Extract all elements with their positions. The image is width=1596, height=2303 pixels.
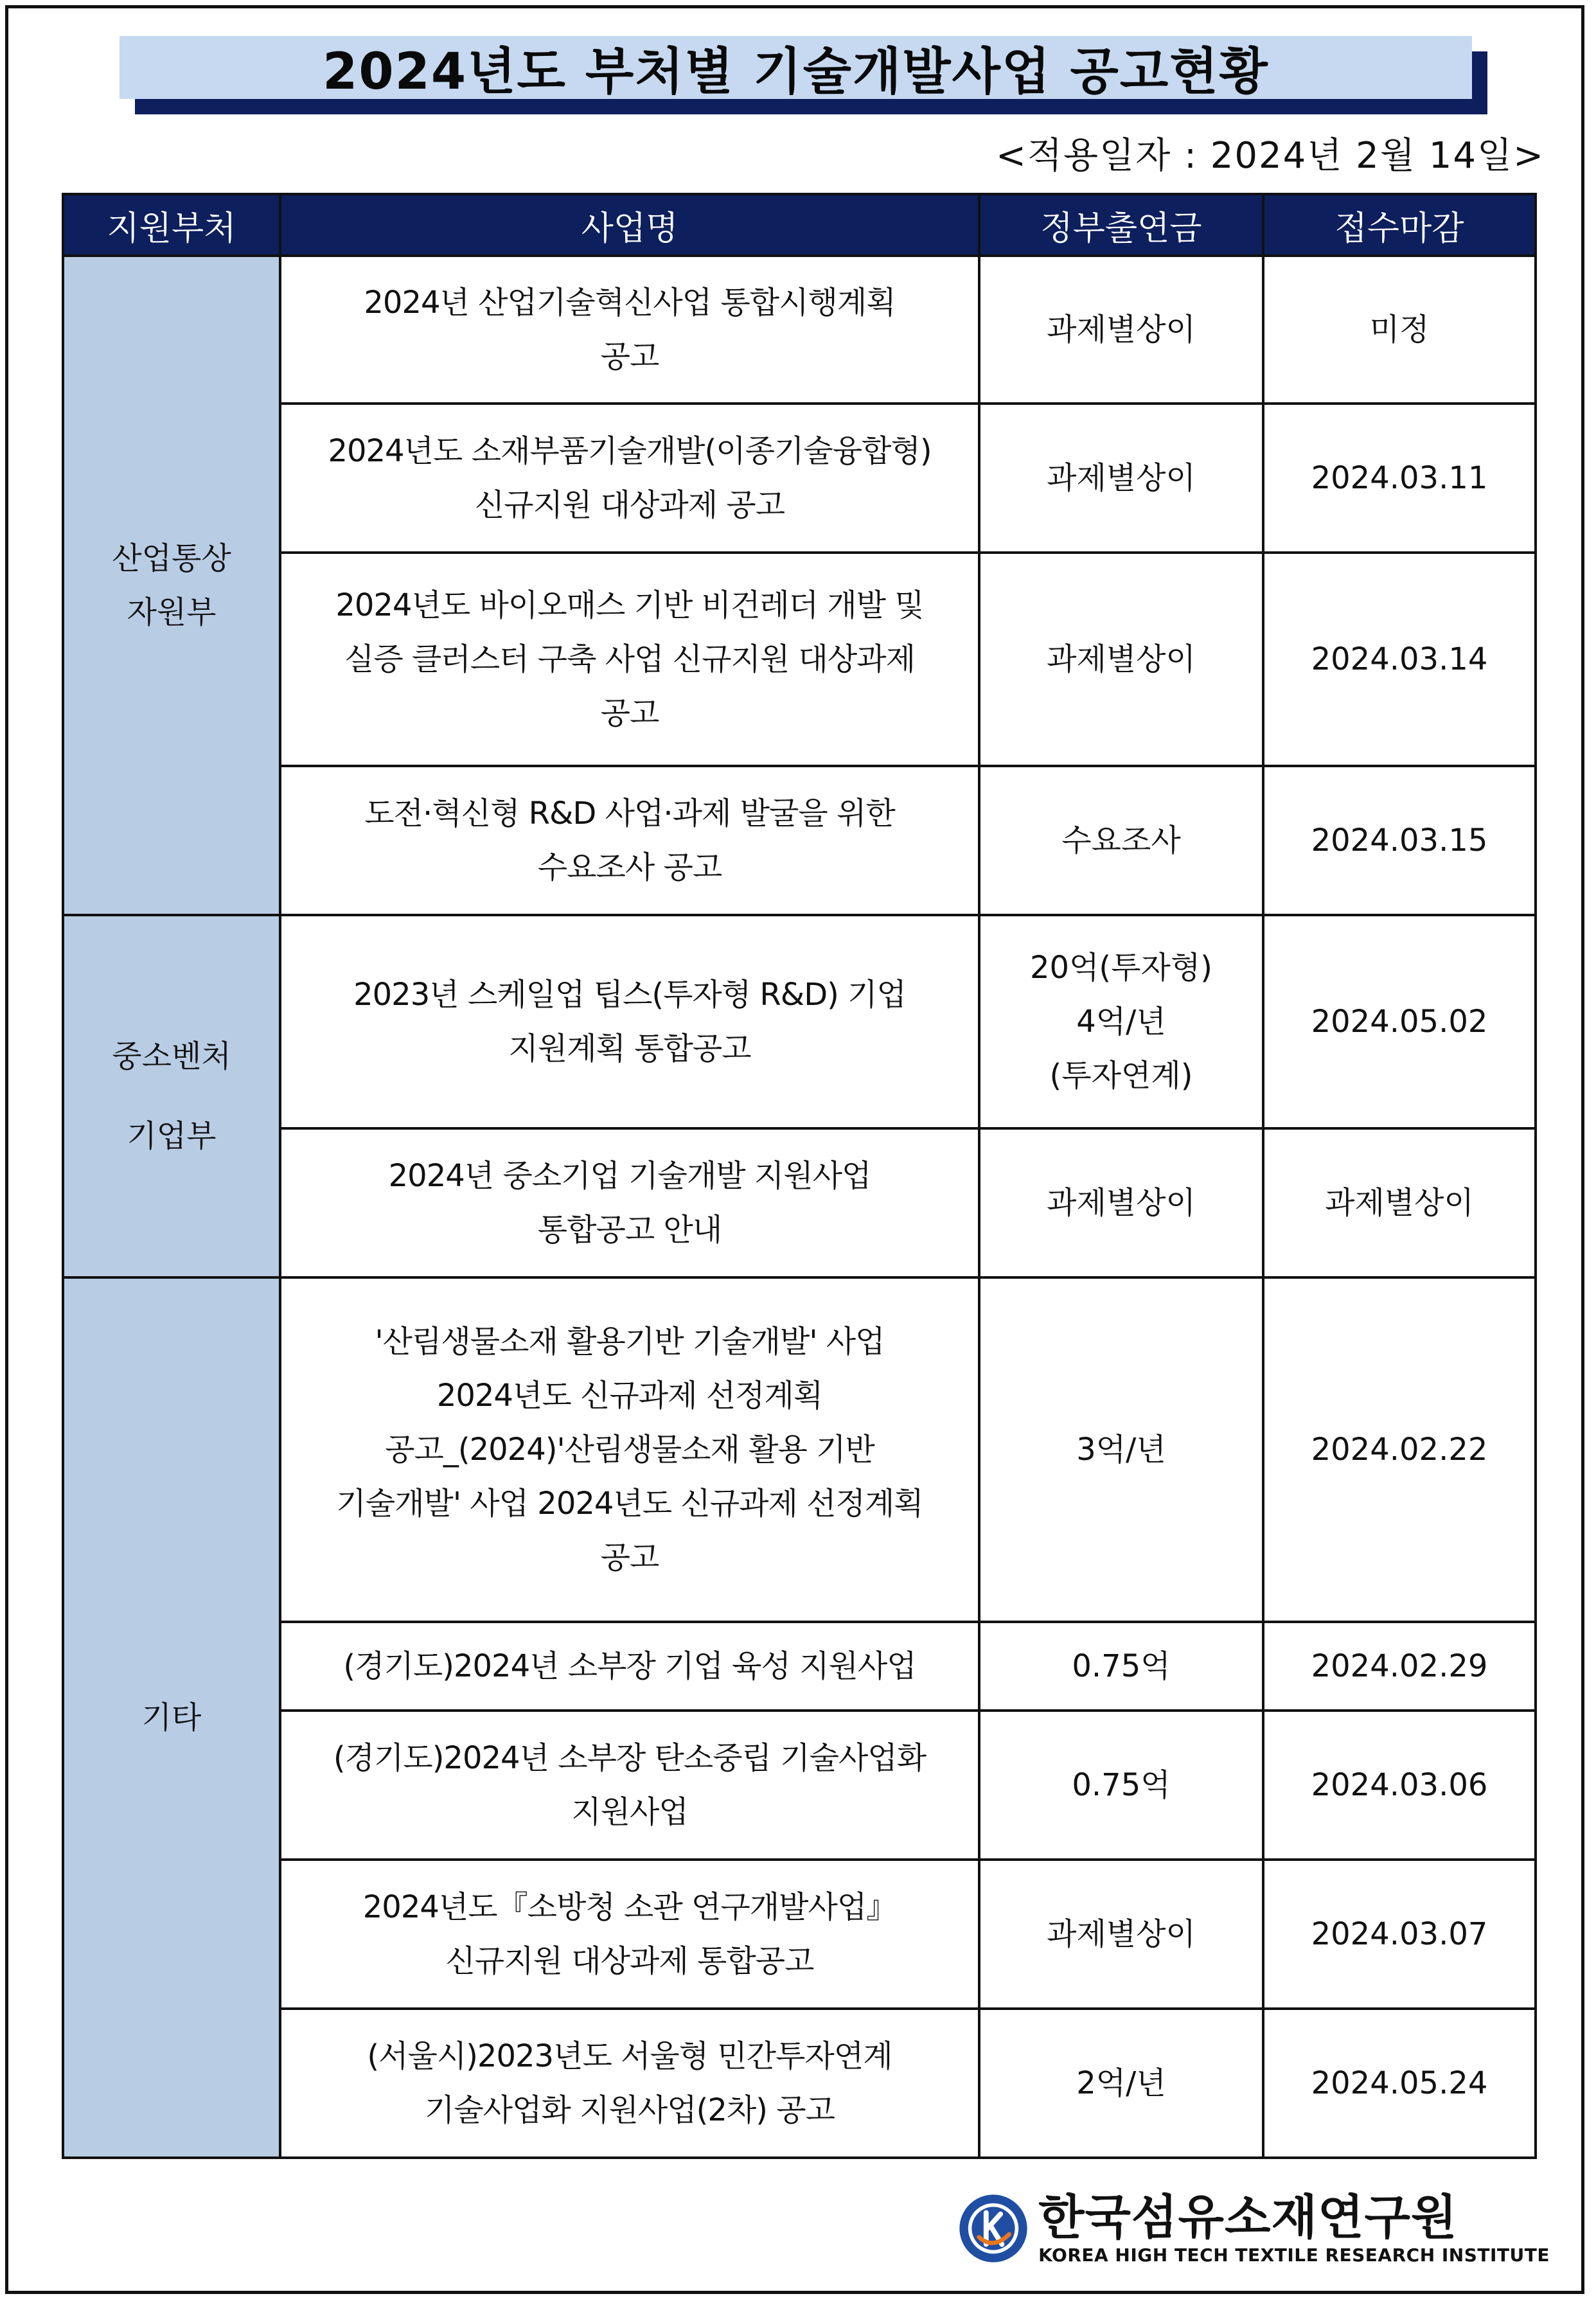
project-name-cell bbox=[280, 1277, 979, 1622]
deadline-cell: 2024.03.14 bbox=[1263, 553, 1536, 766]
project-name: (경기도)2024년 소부장 기업 육성 지원사업 bbox=[343, 1648, 916, 1684]
funding-cell: 0.75억 bbox=[979, 1622, 1263, 1711]
dept-cell bbox=[63, 915, 280, 1277]
dept-cell bbox=[63, 256, 280, 915]
dept-name: 기타 bbox=[141, 1700, 202, 1736]
deadline-cell: 2024.03.15 bbox=[1263, 766, 1536, 915]
header-dept: 지원부처 bbox=[63, 194, 280, 256]
table-row bbox=[63, 915, 1536, 1128]
table-row bbox=[63, 1277, 1536, 1622]
table-row bbox=[63, 1622, 1536, 1711]
deadline-cell: 2024.03.06 bbox=[1263, 1711, 1536, 1860]
project-name-cell bbox=[280, 1711, 979, 1860]
deadline-cell: 2024.02.29 bbox=[1263, 1622, 1536, 1711]
project-name-cell bbox=[280, 553, 979, 766]
deadline-cell: 2024.03.11 bbox=[1263, 404, 1536, 553]
project-name: 2024년 산업기술혁신사업 통합시행계획 공고 bbox=[364, 285, 896, 375]
project-name: 도전·혁신형 R&D 사업·과제 발굴을 위한 수요조사 공고 bbox=[364, 796, 895, 885]
table-row bbox=[63, 256, 1536, 404]
dept-name: 중소벤처 기업부 bbox=[112, 1038, 231, 1154]
project-name-cell bbox=[280, 915, 979, 1128]
funding-cell: 수요조사 bbox=[979, 766, 1263, 915]
deadline-cell: 과제별상이 bbox=[1263, 1128, 1536, 1277]
institute-logo bbox=[957, 2183, 1550, 2273]
funding-cell: 0.75억 bbox=[979, 1711, 1263, 1860]
deadline-cell: 2024.05.24 bbox=[1263, 2009, 1536, 2158]
project-name: '산림생물소재 활용기반 기술개발' 사업 2024년도 신규과제 선정계획 공고_(2024)'산림생물소재 활용 기반 기술개발' 사업 2024년도 신규과제 선정계획 공고 bbox=[336, 1324, 923, 1576]
deadline-cell: 미정 bbox=[1263, 256, 1536, 404]
funding-value: 20억(투자형) 4억/년 (투자연계) bbox=[1029, 950, 1212, 1094]
project-name-cell bbox=[280, 766, 979, 915]
project-name: 2024년도 바이오매스 기반 비건레더 개발 및 실증 클러스터 구축 사업 신규지원 대상과제 공고 bbox=[335, 587, 924, 731]
institute-seal-icon bbox=[957, 2192, 1029, 2264]
funding-cell: 과제별상이 bbox=[979, 1128, 1263, 1277]
page-title: 2024년도 부처별 기술개발사업 공고현황 bbox=[323, 43, 1269, 101]
funding-cell bbox=[979, 915, 1263, 1128]
project-name-cell bbox=[280, 1860, 979, 2009]
funding-cell: 과제별상이 bbox=[979, 404, 1263, 553]
table-row bbox=[63, 1711, 1536, 1860]
header-funding: 정부출연금 bbox=[979, 194, 1263, 256]
project-name: (서울시)2023년도 서울형 민간투자연계 기술사업화 지원사업(2차) 공고 bbox=[367, 2038, 892, 2128]
dept-name: 산업통상 자원부 bbox=[112, 540, 231, 630]
table-row bbox=[63, 766, 1536, 915]
deadline-cell: 2024.05.02 bbox=[1263, 915, 1536, 1128]
dept-cell bbox=[63, 1277, 280, 2158]
announcement-table bbox=[62, 193, 1537, 2159]
funding-cell: 과제별상이 bbox=[979, 256, 1263, 404]
header-row bbox=[63, 194, 1536, 256]
header-deadline: 접수마감 bbox=[1263, 194, 1536, 256]
funding-cell: 과제별상이 bbox=[979, 1860, 1263, 2009]
institute-name-kr: 한국섬유소재연구원 bbox=[1038, 2190, 1458, 2245]
title-banner bbox=[120, 36, 1472, 99]
table-row bbox=[63, 1128, 1536, 1277]
project-name-cell bbox=[280, 2009, 979, 2158]
project-name: 2024년 중소기업 기술개발 지원사업 통합공고 안내 bbox=[388, 1158, 871, 1248]
effective-date: <적용일자 : 2024년 2월 14일> bbox=[996, 135, 1545, 177]
table-row bbox=[63, 1860, 1536, 2009]
funding-cell: 과제별상이 bbox=[979, 553, 1263, 766]
table-row bbox=[63, 2009, 1536, 2158]
project-name: (경기도)2024년 소부장 탄소중립 기술사업화 지원사업 bbox=[333, 1740, 927, 1830]
institute-name-en: KOREA HIGH TECH TEXTILE RESEARCH INSTITUTE bbox=[1038, 2245, 1550, 2266]
project-name: 2024년도 소재부품기술개발(이종기술융합형) 신규지원 대상과제 공고 bbox=[328, 433, 932, 523]
deadline-cell: 2024.03.07 bbox=[1263, 1860, 1536, 2009]
funding-cell: 3억/년 bbox=[979, 1277, 1263, 1622]
table-row bbox=[63, 404, 1536, 553]
header-project-name: 사업명 bbox=[280, 194, 979, 256]
project-name-cell bbox=[280, 1622, 979, 1711]
project-name-cell bbox=[280, 256, 979, 404]
project-name: 2024년도『소방청 소관 연구개발사업』 신규지원 대상과제 통합공고 bbox=[362, 1889, 897, 1979]
project-name-cell bbox=[280, 1128, 979, 1277]
project-name-cell bbox=[280, 404, 979, 553]
project-name: 2023년 스케일업 팁스(투자형 R&D) 기업 지원계획 통합공고 bbox=[353, 977, 906, 1067]
funding-cell: 2억/년 bbox=[979, 2009, 1263, 2158]
deadline-cell: 2024.02.22 bbox=[1263, 1277, 1536, 1622]
table-row bbox=[63, 553, 1536, 766]
